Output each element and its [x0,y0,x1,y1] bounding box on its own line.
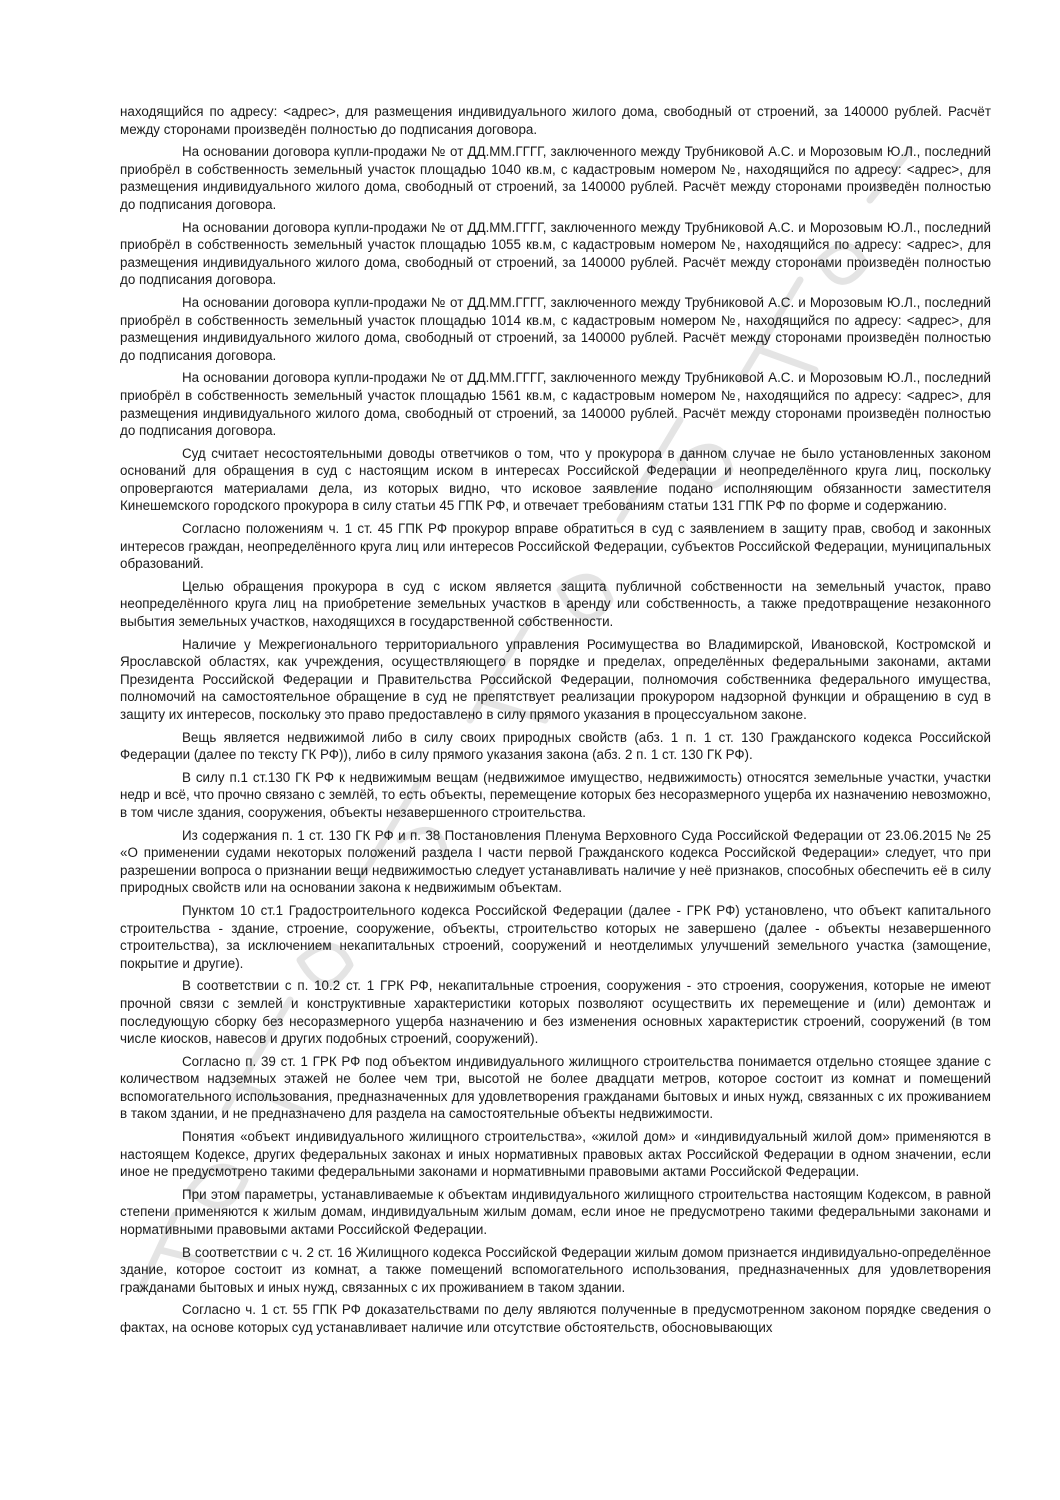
paragraph-continuation: находящийся по адресу: <адрес>, для размещения индивидуального жилого дома, свободный от строений, за 140000 рублей. Расчёт между сторонами произведён полностью до подписания договора. [120,104,991,137]
paragraph: Согласно ч. 1 ст. 55 ГПК РФ доказательствами по делу являются полученные в предусмотренном законом порядке сведения о фактах, на основе которых суд устанавливает наличие или отсутствие обстоятельств, обосновывающих [120,1302,991,1335]
paragraph: На основании договора купли-продажи № от ДД.ММ.ГГГГ, заключенного между Трубниковой А.С. и Морозовым Ю.Л., последний приобрёл в собственность земельный участок площадью 1055 кв.м, с кадастровым номером №, находящийся по адресу: <адрес>, для размещения индивидуального жилого дома, свободный от строений, за 140000 рублей. Расчёт между сторонами произведён полностью до подписания договора. [120,219,991,288]
paragraph: На основании договора купли-продажи № от ДД.ММ.ГГГГ, заключенного между Трубниковой А.С. и Морозовым Ю.Л., последний приобрёл в собственность земельный участок площадью 1561 кв.м, с кадастровым номером №, находящийся по адресу: <адрес>, для размещения индивидуального жилого дома, свободный от строений, за 140000 рублей. Расчёт между сторонами произведён полностью до подписания договора. [120,370,991,439]
paragraph: Вещь является недвижимой либо в силу своих природных свойств (абз. 1 п. 1 ст. 130 Гражданского кодекса Российской Федерации (далее по тексту ГК РФ)), либо в силу прямого указания закона (абз. 2 п. 1 ст. 130 ГК РФ). [120,729,991,763]
paragraph: Целью обращения прокурора в суд с иском является защита публичной собственности на земельный участок, право неопределённого круга лиц на приобретение земельных участков в аренду или собственность, а также предотвращение незаконного выбытия земельных участков, находящихся в государственной собственности. [120,578,991,630]
paragraph: Из содержания п. 1 ст. 130 ГК РФ и п. 38 Постановления Пленума Верховного Суда Российской Федерации от 23.06.2015 № 25 «О применении судами некоторых положений раздела I части первой Гражданского кодекса Российской Федерации» следует, что при разрешении вопроса о признании вещи недвижимостью следует устанавливать наличие у неё признаков, способных обеспечить её в силу природных свойств или на основании закона к недвижимым объектам. [120,827,991,896]
document-body [120,103,991,1342]
paragraph: В соответствии с п. 10.2 ст. 1 ГРК РФ, некапитальные строения, сооружения - это строения, сооружения, которые не имеют прочной связи с землей и конструктивные характеристики которых позволяют осуществить их перемещение и (или) демонтаж и последующую сборку без несоразмерного ущерба назначению и без изменения основных характеристик строений, сооружений (в том числе киосков, навесов и других подобных строений, сооружений). [120,978,991,1047]
paragraph: Понятия «объект индивидуального жилищного строительства», «жилой дом» и «индивидуальный жилой дом» применяются в настоящем Кодексе, других федеральных законах и иных нормативных правовых актах Российской Федерации в одном значении, если иное не предусмотрено такими федеральными законами и нормативными правовыми актами Российской Федерации. [120,1129,991,1180]
paragraph: На основании договора купли-продажи № от ДД.ММ.ГГГГ, заключенного между Трубниковой А.С. и Морозовым Ю.Л., последний приобрёл в собственность земельный участок площадью 1014 кв.м, с кадастровым номером №, находящийся по адресу: <адрес>, для размещения индивидуального жилого дома, свободный от строений, за 140000 рублей. Расчёт между сторонами произведён полностью до подписания договора. [120,294,991,363]
paragraph: Наличие у Межрегионального территориального управления Росимущества во Владимирской, Ивановской, Костромской и Ярославской областях, как учреждения, осуществляющего в порядке и пределах, определённых федеральными законами, актами Президента Российской Федерации и Правительства Российской Федерации, полномочия собственника федерального имущества, полномочий на самостоятельное обращение в суд не препятствует реализации прокурором надзорной функции и обращению в суд в защиту их интересов, поскольку это право предоставлено в силу прямого указания в процессуальном законе. [120,636,991,722]
paragraph: Пунктом 10 ст.1 Градостроительного кодекса Российской Федерации (далее - ГРК РФ) установлено, что объект капитального строительства - здание, строение, сооружение, объекты, строительство которых не завершено (далее - объекты незавершенного строительства), за исключением некапитальных строений, сооружений и неотделимых улучшений земельного участка (замощение, покрытие и другие). [120,902,991,971]
paragraph: Суд считает несостоятельными доводы ответчиков о том, что у прокурора в данном случае не было установленных законом оснований для обращения в суд с настоящим иском в интересах Российской Федерации и неопределённого круга лиц, поскольку опровергаются материалами дела, из которых видно, что исковое заявление подано исполняющим обязанности заместителя Кинешемского городского прокурора в силу статьи 45 ГПК РФ, и отвечает требованиям статьи 131 ГПК РФ по форме и содержанию. [120,445,991,514]
paragraph: На основании договора купли-продажи № от ДД.ММ.ГГГГ, заключенного между Трубниковой А.С. и Морозовым Ю.Л., последний приобрёл в собственность земельный участок площадью 1040 кв.м, с кадастровым номером №, находящийся по адресу: <адрес>, для размещения индивидуального жилого дома, свободный от строений, за 140000 рублей. Расчёт между сторонами произведён полностью до подписания договора. [120,144,991,212]
paragraph: В соответствии с ч. 2 ст. 16 Жилищного кодекса Российской Федерации жилым домом признается индивидуально-определённое здание, которое состоит из комнат, а также помещений вспомогательного использования, предназначенных для удовлетворения гражданами бытовых и иных нужд, связанных с их проживанием в таком здании. [120,1244,991,1295]
paragraph: Согласно положениям ч. 1 ст. 45 ГПК РФ прокурор вправе обратиться в суд с заявлением в защиту прав, свобод и законных интересов граждан, неопределённого круга лиц или интересов Российской Федерации, субъектов Российской Федерации, муниципальных образований. [120,521,991,572]
paragraph: При этом параметры, устанавливаемые к объектам индивидуального жилищного строительства настоящим Кодексом, в равной степени применяются к жилым домам, индивидуальным жилым домам, если иное не предусмотрено такими федеральными законами и нормативными правовыми актами Российской Федерации. [120,1186,991,1238]
paragraph: Согласно п. 39 ст. 1 ГРК РФ под объектом индивидуального жилищного строительства понимается отдельно стоящее здание с количеством надземных этажей не более чем три, высотой не более двадцати метров, которое состоит из комнат и помещений вспомогательного использования, предназначенных для удовлетворения гражданами бытовых и иных нужд, связанных с их проживанием в таком здании, и не предназначено для раздела на самостоятельные объекты недвижимости. [120,1053,991,1122]
paragraph: В силу п.1 ст.130 ГК РФ к недвижимым вещам (недвижимое имущество, недвижимость) относятся земельные участки, участки недр и всё, что прочно связано с землёй, то есть объекты, перемещение которых без несоразмерного ущерба их назначению невозможно, в том числе здания, сооружения, объекты незавершенного строительства. [120,769,991,820]
